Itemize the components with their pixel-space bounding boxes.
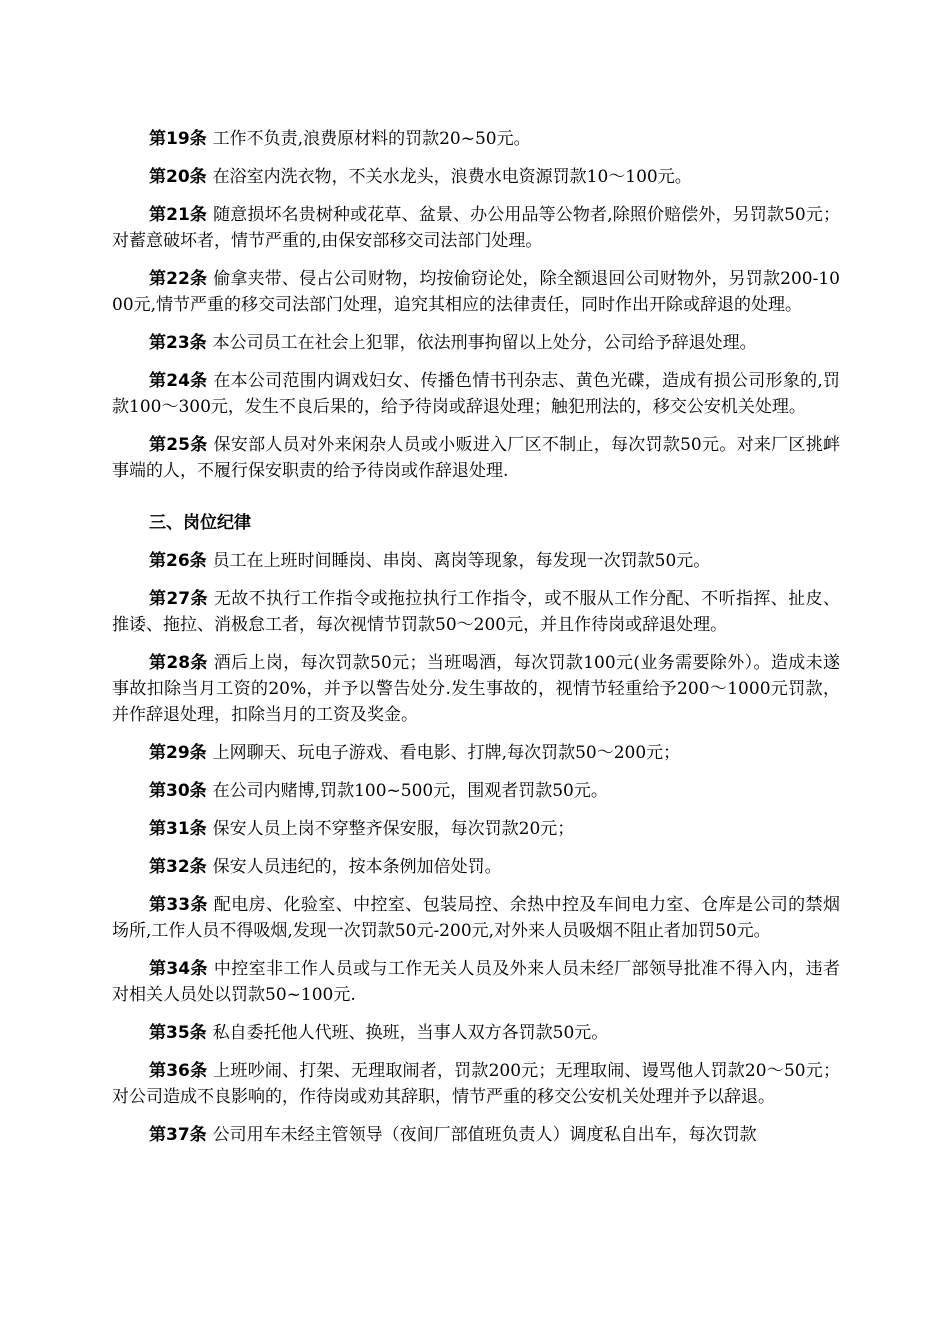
article-text: 随意损坏名贵树种或花草、盆景、办公用品等公物者,除照价赔偿外，另罚款50元；对蓄意破坏者，情节严重的,由保安部移交司法部门处理。: [112, 205, 840, 251]
article-text: 上班吵闹、打架、无理取闹者，罚款200元；无理取闹、谩骂他人罚款20～50元；对公司造成不良影响的，作待岗或劝其辞职，情节严重的移交公安机关处理并予以辞退。: [112, 1061, 840, 1107]
article-35: [112, 1020, 840, 1046]
article-number: 第26条: [149, 551, 207, 571]
article-24: [112, 368, 840, 420]
article-29: [112, 740, 840, 766]
article-number: 第19条: [149, 129, 207, 149]
article-31: [112, 816, 840, 842]
article-text: 工作不负责,浪费原材料的罚款20~50元。: [212, 129, 531, 149]
article-28: [112, 650, 840, 728]
article-text: 公司用车未经主管领导（夜间厂部值班负责人）调度私自出车，每次罚款: [212, 1125, 757, 1145]
article-number: 第27条: [149, 589, 208, 609]
article-text: 在公司内赌博,罚款100~500元，围观者罚款50元。: [212, 781, 608, 801]
article-number: 第25条: [149, 435, 208, 455]
article-22: [112, 266, 840, 318]
article-number: 第24条: [149, 371, 208, 391]
article-number: 第37条: [149, 1125, 207, 1145]
article-34: [112, 956, 840, 1008]
article-text: 私自委托他人代班、换班，当事人双方各罚款50元。: [212, 1023, 609, 1043]
article-number: 第34条: [149, 959, 208, 979]
article-number: 第21条: [149, 205, 208, 225]
article-23: [112, 330, 840, 356]
article-text: 保安人员上岗不穿整齐保安服，每次罚款20元；: [212, 819, 575, 839]
article-text: 本公司员工在社会上犯罪，依法刑事拘留以上处分，公司给予辞退处理。: [212, 333, 757, 353]
article-number: 第33条: [149, 895, 208, 915]
document-body: [112, 126, 840, 1160]
article-19: [112, 126, 840, 152]
article-text: 在浴室内洗衣物，不关水龙头，浪费水电资源罚款10～100元。: [212, 167, 692, 187]
article-number: 第23条: [149, 333, 207, 353]
article-number: 第28条: [149, 653, 208, 673]
article-number: 第32条: [149, 857, 207, 877]
article-26: [112, 548, 840, 574]
section-title: 三、岗位纪律: [149, 513, 251, 533]
article-text: 在本公司范围内调戏妇女、传播色情书刊杂志、黄色光碟，造成有损公司形象的,罚款100～300元，发生不良后果的，给予待岗或辞退处理；触犯刑法的，移交公安机关处理。: [112, 371, 840, 417]
article-text: 保安部人员对外来闲杂人员或小贩进入厂区不制止，每次罚款50元。对来厂区挑衅事端的人，不履行保安职责的给予待岗或作辞退处理.: [112, 435, 840, 481]
article-number: 第36条: [149, 1061, 208, 1081]
article-number: 第30条: [149, 781, 207, 801]
article-text: 中控室非工作人员或与工作无关人员及外来人员未经厂部领导批准不得入内，违者对相关人员处以罚款50~100元.: [112, 959, 840, 1005]
article-30: [112, 778, 840, 804]
article-text: 偷拿夹带、侵占公司财物，均按偷窃论处，除全额退回公司财物外，另罚款200-1000元,情节严重的移交司法部门处理，追究其相应的法律责任，同时作出开除或辞退的处理。: [112, 269, 840, 315]
article-33: [112, 892, 840, 944]
article-text: 无故不执行工作指令或拖拉执行工作指令，或不服从工作分配、不听指挥、扯皮、推诿、拖拉、消极怠工者，每次视情节罚款50～200元，并且作待岗或辞退处理。: [112, 589, 840, 635]
article-text: 员工在上班时间睡岗、串岗、离岗等现象，每发现一次罚款50元。: [212, 551, 711, 571]
article-25: [112, 432, 840, 484]
article-text: 酒后上岗，每次罚款50元；当班喝酒，每次罚款100元(业务需要除外）。造成未遂事故扣除当月工资的20%，并予以警告处分.发生事故的，视情节轻重给予200～1000元罚款，并作辞退处理，扣除当月的工资及奖金。: [112, 653, 840, 725]
article-number: 第31条: [149, 819, 207, 839]
article-number: 第22条: [149, 269, 208, 289]
article-number: 第29条: [149, 743, 207, 763]
article-20: [112, 164, 840, 190]
article-32: [112, 854, 840, 880]
article-36: [112, 1058, 840, 1110]
article-text: 配电房、化验室、中控室、包装局控、余热中控及车间电力室、仓库是公司的禁烟场所,工作人员不得吸烟,发现一次罚款50元-200元,对外来人员吸烟不阻止者加罚50元。: [112, 895, 840, 941]
article-text: 保安人员违纪的，按本条例加倍处罚。: [212, 857, 502, 877]
article-text: 上网聊天、玩电子游戏、看电影、打牌,每次罚款50～200元；: [212, 743, 681, 763]
article-number: 第20条: [149, 167, 207, 187]
article-27: [112, 586, 840, 638]
article-37: [112, 1122, 840, 1148]
article-number: 第35条: [149, 1023, 207, 1043]
article-21: [112, 202, 840, 254]
